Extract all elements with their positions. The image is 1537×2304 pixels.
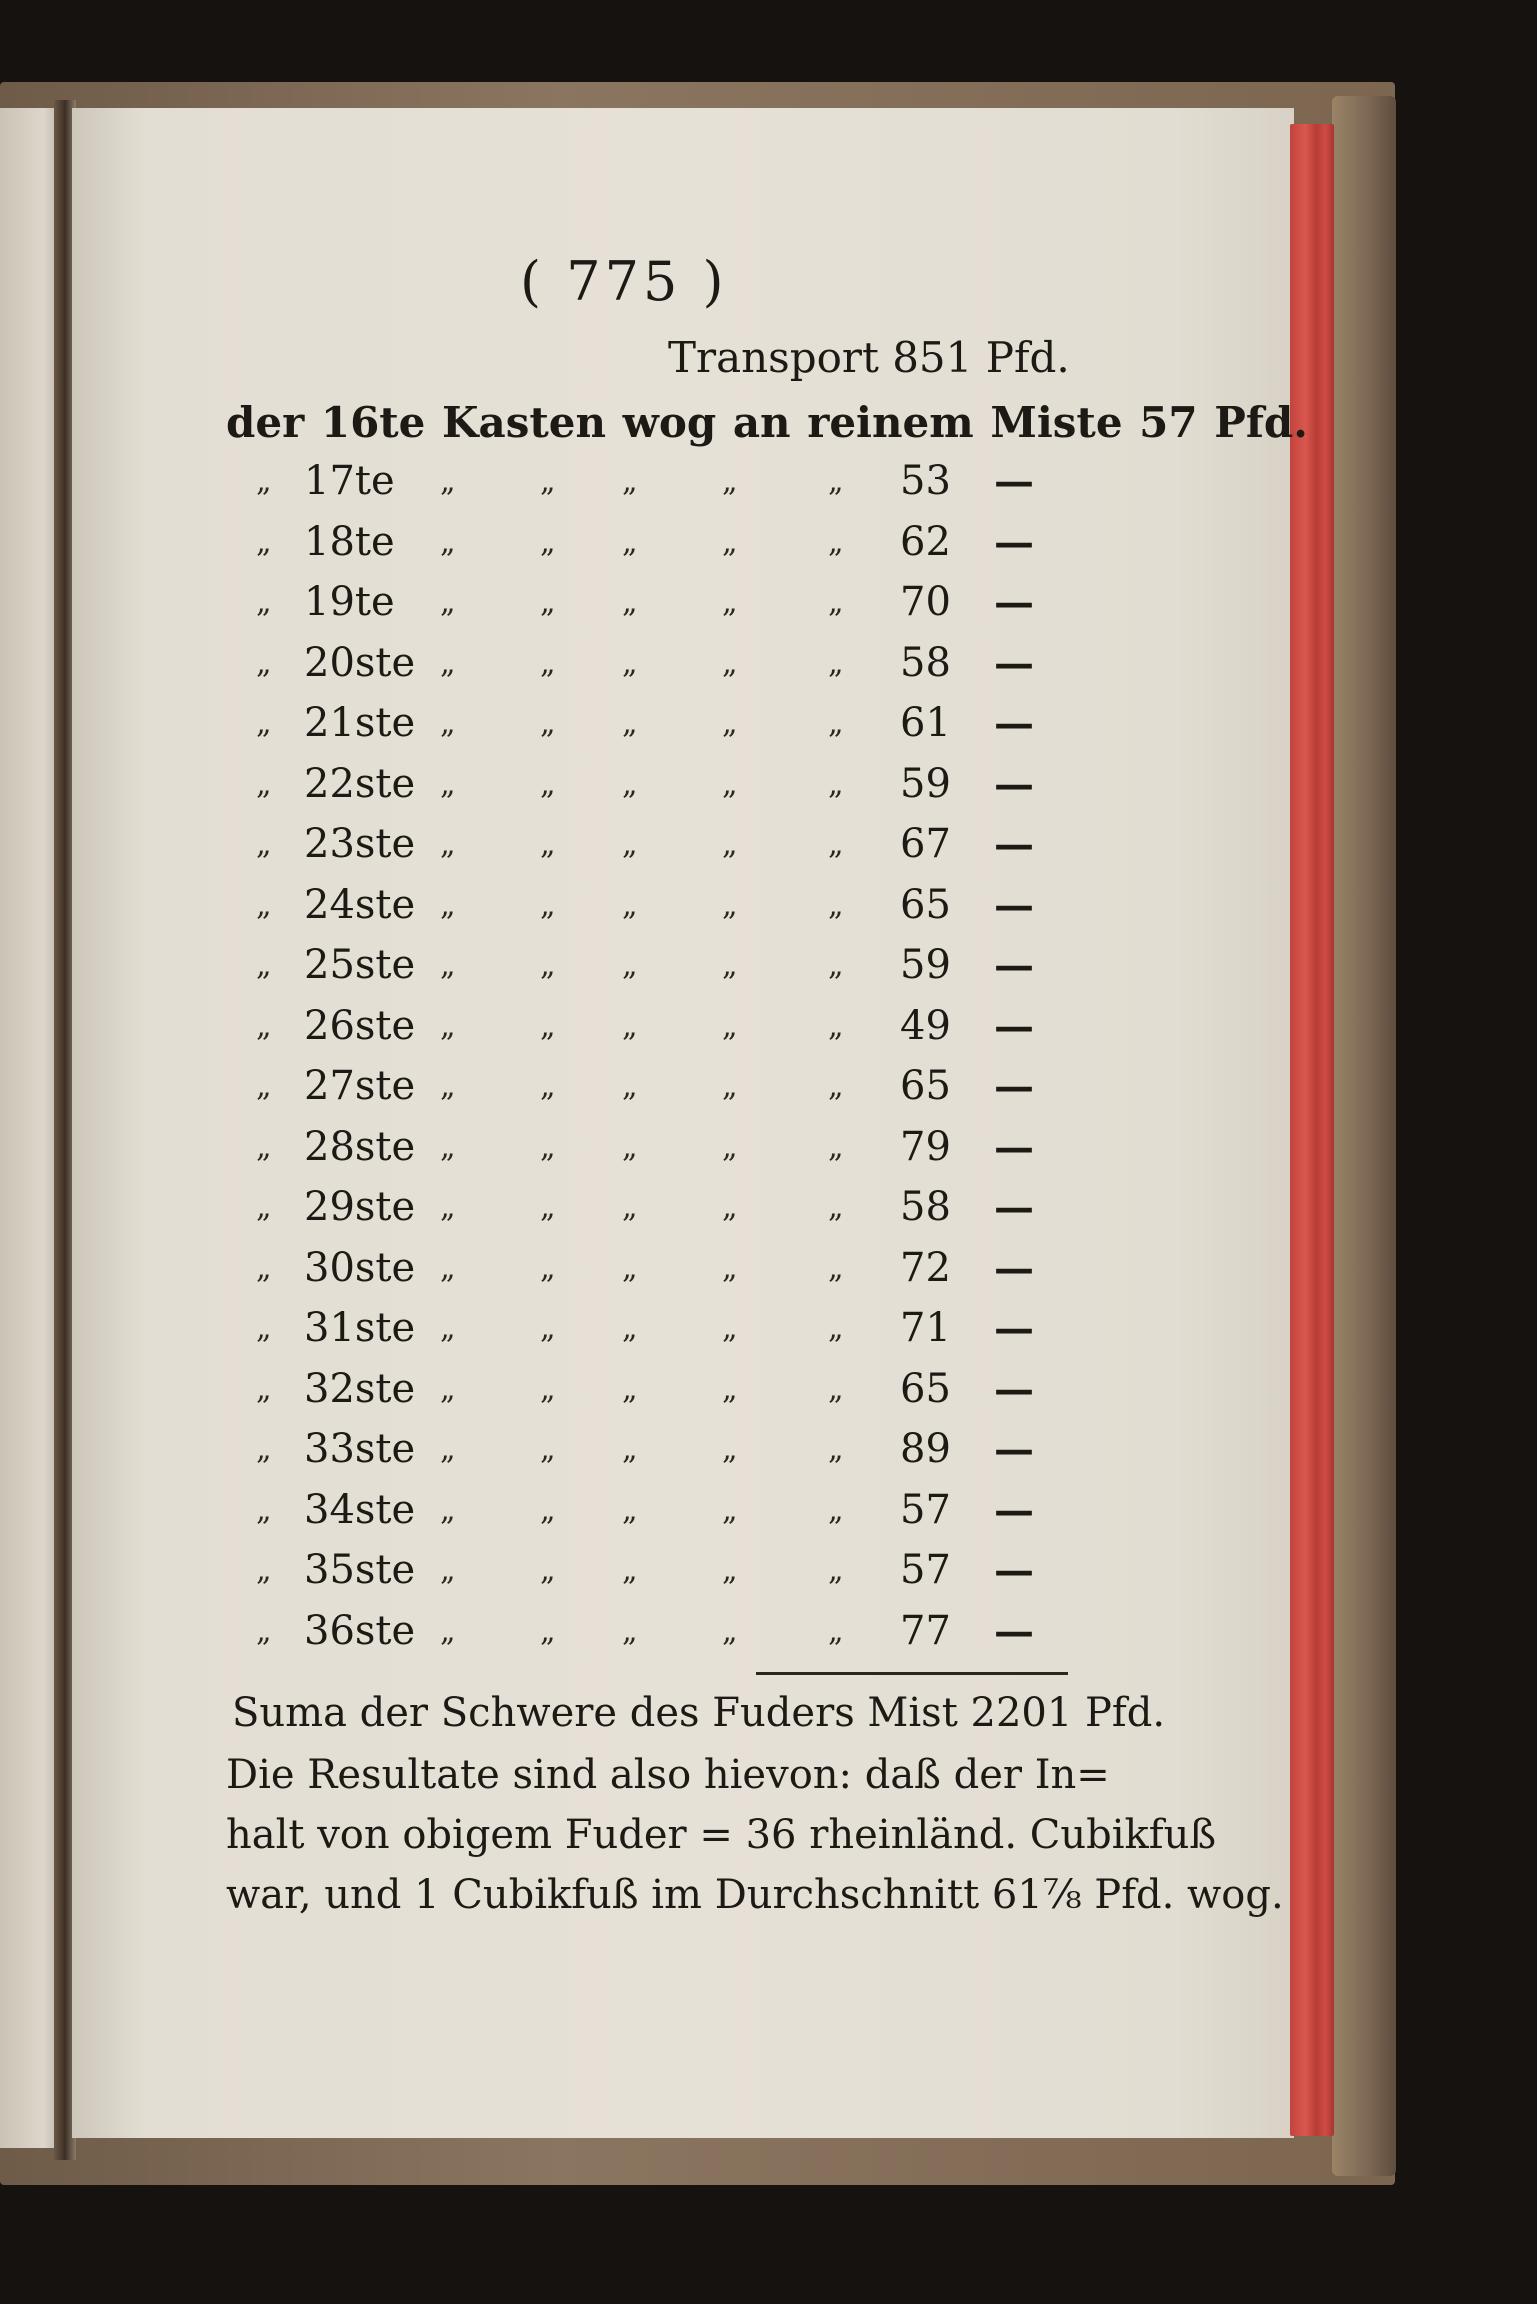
row-value: 65 — [900, 1063, 951, 1109]
ditto-mark: „ — [440, 1190, 456, 1225]
ditto-mark: „ — [828, 827, 844, 862]
ditto-mark: „ — [722, 1129, 738, 1165]
ditto-mark: „ — [256, 706, 272, 741]
ditto-mark: „ — [440, 1129, 456, 1165]
row-label: 35ste — [304, 1547, 416, 1593]
ditto-mark: „ — [622, 1613, 638, 1649]
ditto-mark: „ — [828, 706, 844, 741]
ditto-mark: „ — [828, 1190, 844, 1225]
row-value: 53 — [900, 458, 951, 504]
ditto-mark: „ — [622, 1129, 638, 1165]
table-row — [0, 942, 1200, 998]
ditto-mark: „ — [622, 1008, 638, 1044]
row-value: 59 — [900, 942, 951, 988]
ditto-mark: „ — [540, 948, 556, 983]
row-label: 33ste — [304, 1426, 416, 1472]
ditto-mark: „ — [256, 524, 272, 560]
ditto-mark: „ — [722, 887, 738, 923]
ditto-mark: „ — [622, 948, 638, 983]
ditto-mark: „ — [256, 1613, 272, 1649]
page-number: ( 775 ) — [520, 250, 728, 313]
ditto-mark: „ — [440, 1311, 456, 1346]
ditto-mark: „ — [256, 827, 272, 862]
row-dash: — — [994, 639, 1034, 687]
ditto-mark: „ — [256, 1553, 272, 1588]
row-label: 19te — [304, 579, 395, 625]
ditto-mark: „ — [256, 645, 272, 681]
ditto-mark: „ — [256, 766, 272, 802]
ditto-mark: „ — [440, 1250, 456, 1286]
row-dash: — — [994, 760, 1034, 808]
ditto-mark: „ — [828, 645, 844, 681]
ditto-mark: „ — [722, 706, 738, 741]
row-label: 29ste — [304, 1184, 416, 1230]
ditto-mark: „ — [722, 1371, 738, 1407]
row-value: 62 — [900, 518, 951, 565]
ditto-mark: „ — [256, 1190, 272, 1225]
sum-line: Suma der Schwere des Fuders Mist 2201 Pfd. — [232, 1690, 1166, 1736]
row-dash: — — [994, 1486, 1034, 1534]
row-dash: — — [994, 1305, 1034, 1352]
ditto-mark: „ — [256, 1008, 272, 1044]
ditto-mark: „ — [622, 1250, 638, 1286]
table-row — [0, 519, 1200, 575]
ditto-mark: „ — [440, 1069, 456, 1104]
ditto-mark: „ — [828, 1008, 844, 1044]
ditto-mark: „ — [622, 1069, 638, 1104]
ditto-mark: „ — [722, 1069, 738, 1104]
row-label: 25ste — [304, 942, 416, 988]
ditto-mark: „ — [828, 948, 844, 983]
row-label: 17te — [304, 458, 395, 504]
ditto-mark: „ — [622, 1432, 638, 1467]
ditto-mark: „ — [622, 645, 638, 681]
ditto-mark: „ — [540, 645, 556, 681]
ditto-mark: „ — [828, 1311, 844, 1346]
ditto-mark: „ — [722, 766, 738, 802]
row-dash: — — [994, 458, 1034, 505]
row-value: 71 — [900, 1305, 951, 1351]
table-row — [0, 1426, 1200, 1482]
ditto-mark: „ — [256, 1432, 272, 1467]
row-value: 65 — [900, 881, 951, 928]
ditto-mark: „ — [256, 887, 272, 923]
ditto-mark: „ — [256, 1129, 272, 1165]
ditto-mark: „ — [622, 524, 638, 560]
ditto-mark: „ — [440, 1492, 456, 1528]
ditto-mark: „ — [540, 1008, 556, 1044]
row-label: 31ste — [304, 1305, 416, 1351]
ditto-mark: „ — [540, 1613, 556, 1649]
ditto-mark: „ — [622, 706, 638, 741]
ditto-mark: „ — [622, 464, 638, 499]
table-row — [0, 1366, 1200, 1422]
table-row — [0, 1003, 1200, 1059]
ditto-mark: „ — [540, 1371, 556, 1407]
row-dash: — — [994, 1607, 1034, 1655]
row-value: 89 — [900, 1426, 951, 1472]
table-row — [0, 1245, 1200, 1301]
ditto-mark: „ — [256, 1492, 272, 1528]
table-row — [0, 1124, 1200, 1180]
row-dash: — — [994, 1002, 1034, 1050]
row-label: 30ste — [304, 1244, 416, 1291]
row-dash: — — [994, 1123, 1034, 1171]
ditto-mark: „ — [440, 827, 456, 862]
ditto-mark: „ — [440, 585, 456, 620]
row-label: 26ste — [304, 1002, 416, 1049]
row-value: 72 — [900, 1244, 951, 1291]
row-value: 58 — [900, 1184, 951, 1230]
row-label: 34ste — [304, 1486, 416, 1533]
ditto-mark: „ — [540, 524, 556, 560]
ditto-mark: „ — [722, 948, 738, 983]
ditto-mark: „ — [828, 1129, 844, 1165]
table-row — [0, 579, 1200, 635]
table-row — [0, 1305, 1200, 1361]
row-label: 32ste — [304, 1365, 416, 1412]
ditto-mark: „ — [722, 1190, 738, 1225]
row-dash: — — [994, 942, 1034, 989]
ditto-mark: „ — [540, 1311, 556, 1346]
ditto-mark: „ — [540, 1190, 556, 1225]
row-label: 28ste — [304, 1123, 416, 1170]
paragraph-line-3: war, und 1 Cubikfuß im Durchschnitt 61⅞ Pfd. wog. — [226, 1872, 1284, 1918]
row-label: 21ste — [304, 700, 416, 746]
ditto-mark: „ — [256, 1371, 272, 1407]
row-dash: — — [994, 1365, 1034, 1413]
ditto-mark: „ — [440, 1371, 456, 1407]
row-label: 18te — [304, 518, 395, 565]
ditto-mark: „ — [540, 464, 556, 499]
ditto-mark: „ — [540, 1250, 556, 1286]
ditto-mark: „ — [440, 766, 456, 802]
ditto-mark: „ — [440, 1432, 456, 1467]
row-value: 49 — [900, 1002, 951, 1049]
ditto-mark: „ — [440, 706, 456, 741]
ditto-mark: „ — [828, 887, 844, 923]
row-value: 79 — [900, 1123, 951, 1170]
ditto-mark: „ — [722, 827, 738, 862]
row-value: 59 — [900, 760, 951, 807]
row-dash: — — [994, 881, 1034, 929]
ditto-mark: „ — [622, 1311, 638, 1346]
ditto-mark: „ — [540, 887, 556, 923]
row-label: 23ste — [304, 821, 416, 867]
ditto-mark: „ — [828, 1069, 844, 1104]
ditto-mark: „ — [440, 1553, 456, 1588]
ditto-mark: „ — [622, 887, 638, 923]
ditto-mark: „ — [256, 1250, 272, 1286]
table-row — [0, 1547, 1200, 1603]
ditto-mark: „ — [256, 585, 272, 620]
row-label: 36ste — [304, 1607, 416, 1654]
row-value: 57 — [900, 1486, 951, 1533]
ditto-mark: „ — [440, 645, 456, 681]
ditto-mark: „ — [540, 1492, 556, 1528]
ditto-mark: „ — [256, 1311, 272, 1346]
ditto-mark: „ — [828, 524, 844, 560]
ditto-mark: „ — [722, 585, 738, 620]
transport-line: Transport 851 Pfd. — [668, 333, 1070, 382]
row-label: 24ste — [304, 881, 416, 928]
ditto-mark: „ — [256, 948, 272, 983]
ditto-mark: „ — [722, 524, 738, 560]
row-value: 61 — [900, 700, 951, 746]
row-dash: — — [994, 1426, 1034, 1473]
ditto-mark: „ — [540, 827, 556, 862]
row-dash: — — [994, 1244, 1034, 1292]
row-value: 77 — [900, 1607, 951, 1654]
table-row — [0, 1063, 1200, 1119]
ditto-mark: „ — [722, 464, 738, 499]
row-dash: — — [994, 1063, 1034, 1110]
table-row — [0, 882, 1200, 938]
ditto-mark: „ — [828, 766, 844, 802]
table-row — [0, 1487, 1200, 1543]
table-header-line: der 16te Kasten wog an reinem Miste 57 Pfd. — [226, 398, 1308, 447]
ditto-mark: „ — [828, 1613, 844, 1649]
ditto-mark: „ — [440, 464, 456, 499]
row-label: 20ste — [304, 639, 416, 686]
ditto-mark: „ — [540, 766, 556, 802]
ditto-mark: „ — [828, 1492, 844, 1528]
row-label: 27ste — [304, 1063, 416, 1109]
ditto-mark: „ — [828, 1371, 844, 1407]
table-row — [0, 458, 1200, 514]
ditto-mark: „ — [722, 1492, 738, 1528]
ditto-mark: „ — [622, 766, 638, 802]
ditto-mark: „ — [256, 1069, 272, 1104]
row-value: 67 — [900, 821, 951, 867]
table-row — [0, 640, 1200, 696]
ditto-mark: „ — [540, 1432, 556, 1467]
row-dash: — — [994, 518, 1034, 566]
ditto-mark: „ — [622, 1492, 638, 1528]
ditto-mark: „ — [622, 827, 638, 862]
ditto-mark: „ — [722, 1553, 738, 1588]
paragraph-line-1: Die Resultate sind also hievon: daß der In= — [226, 1752, 1110, 1798]
paragraph-line-2: halt von obigem Fuder = 36 rheinländ. Cubikfuß — [226, 1812, 1217, 1858]
table-row — [0, 821, 1200, 877]
ditto-mark: „ — [622, 1553, 638, 1588]
table-row — [0, 761, 1200, 817]
ditto-mark: „ — [440, 524, 456, 560]
ditto-mark: „ — [622, 1190, 638, 1225]
ditto-mark: „ — [440, 1008, 456, 1044]
sum-rule — [756, 1672, 1068, 1675]
row-value: 58 — [900, 639, 951, 686]
ditto-mark: „ — [722, 1613, 738, 1649]
ditto-mark: „ — [540, 706, 556, 741]
row-dash: — — [994, 579, 1034, 626]
row-dash: — — [994, 1184, 1034, 1231]
ditto-mark: „ — [722, 1432, 738, 1467]
ditto-mark: „ — [540, 1129, 556, 1165]
ditto-mark: „ — [622, 585, 638, 620]
row-value: 57 — [900, 1547, 951, 1593]
ditto-mark: „ — [622, 1371, 638, 1407]
ditto-mark: „ — [722, 1008, 738, 1044]
ditto-mark: „ — [440, 887, 456, 923]
ditto-mark: „ — [540, 585, 556, 620]
row-label: 22ste — [304, 760, 416, 807]
ditto-mark: „ — [828, 1553, 844, 1588]
ditto-mark: „ — [722, 1311, 738, 1346]
row-dash: — — [994, 1547, 1034, 1594]
ditto-mark: „ — [256, 464, 272, 499]
ditto-mark: „ — [722, 1250, 738, 1286]
ditto-mark: „ — [722, 645, 738, 681]
row-dash: — — [994, 700, 1034, 747]
table-row — [0, 1184, 1200, 1240]
row-dash: — — [994, 821, 1034, 868]
ditto-mark: „ — [440, 1613, 456, 1649]
ditto-mark: „ — [540, 1553, 556, 1588]
ditto-mark: „ — [828, 585, 844, 620]
ditto-mark: „ — [828, 464, 844, 499]
row-value: 70 — [900, 579, 951, 625]
ditto-mark: „ — [540, 1069, 556, 1104]
ditto-mark: „ — [828, 1250, 844, 1286]
ditto-mark: „ — [828, 1432, 844, 1467]
ditto-mark: „ — [440, 948, 456, 983]
table-row — [0, 700, 1200, 756]
table-row — [0, 1608, 1200, 1664]
row-value: 65 — [900, 1365, 951, 1412]
